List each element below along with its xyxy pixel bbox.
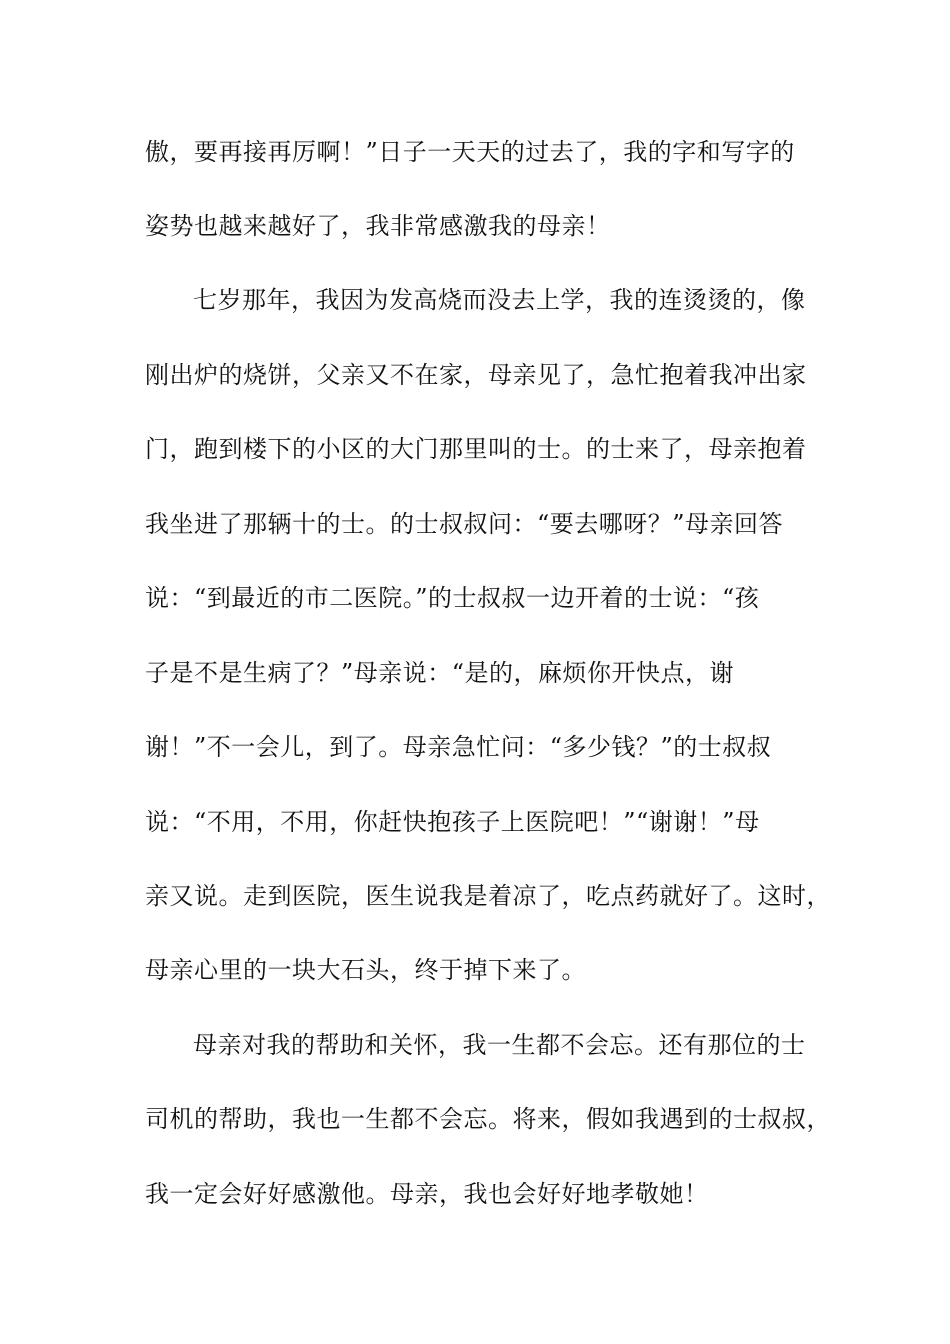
paragraph-start-line-13: 母亲对我的帮助和关怀，我一生都不会忘。还有那位的士 [193, 1031, 806, 1059]
text-line-11: 亲又说。走到医院，医生说我是着凉了，吃点药就好了。这时， [145, 882, 831, 910]
text-line-12: 母亲心里的一块大石头，终于掉下来了。 [145, 956, 586, 984]
text-line-7: 说：“到最近的市二医院。”的士叔叔一边开着的士说：“孩 [145, 584, 760, 612]
text-line-4: 刚出炉的烧饼，父亲又不在家，母亲见了，急忙抱着我冲出家 [145, 361, 807, 389]
text-line-2: 姿势也越来越好了，我非常感激我的母亲！ [145, 212, 611, 240]
text-line-10: 说：“不用，不用，你赶快抱孩子上医院吧！”“谢谢！”母 [145, 808, 760, 836]
text-line-14: 司机的帮助，我也一生都不会忘。将来，假如我遇到的士叔叔， [145, 1105, 831, 1133]
text-line-9: 谢！”不一会儿，到了。母亲急忙问：“多少钱？”的士叔叔 [145, 733, 772, 761]
paragraph-start-line-3: 七岁那年，我因为发高烧而没去上学，我的连烫烫的，像 [193, 286, 806, 314]
text-line-5: 门，跑到楼下的小区的大门那里叫的士。的士来了，母亲抱着 [145, 435, 807, 463]
text-line-6: 我坐进了那辆十的士。的士叔叔问：“要去哪呀？”母亲回答 [145, 510, 784, 538]
text-line-8: 子是不是生病了？”母亲说：“是的，麻烦你开快点，谢 [145, 659, 735, 687]
text-line-15: 我一定会好好感激他。母亲，我也会好好地孝敬她！ [145, 1180, 709, 1208]
text-line-1: 傲，要再接再厉啊！”日子一天天的过去了，我的字和写字的 [145, 138, 795, 166]
